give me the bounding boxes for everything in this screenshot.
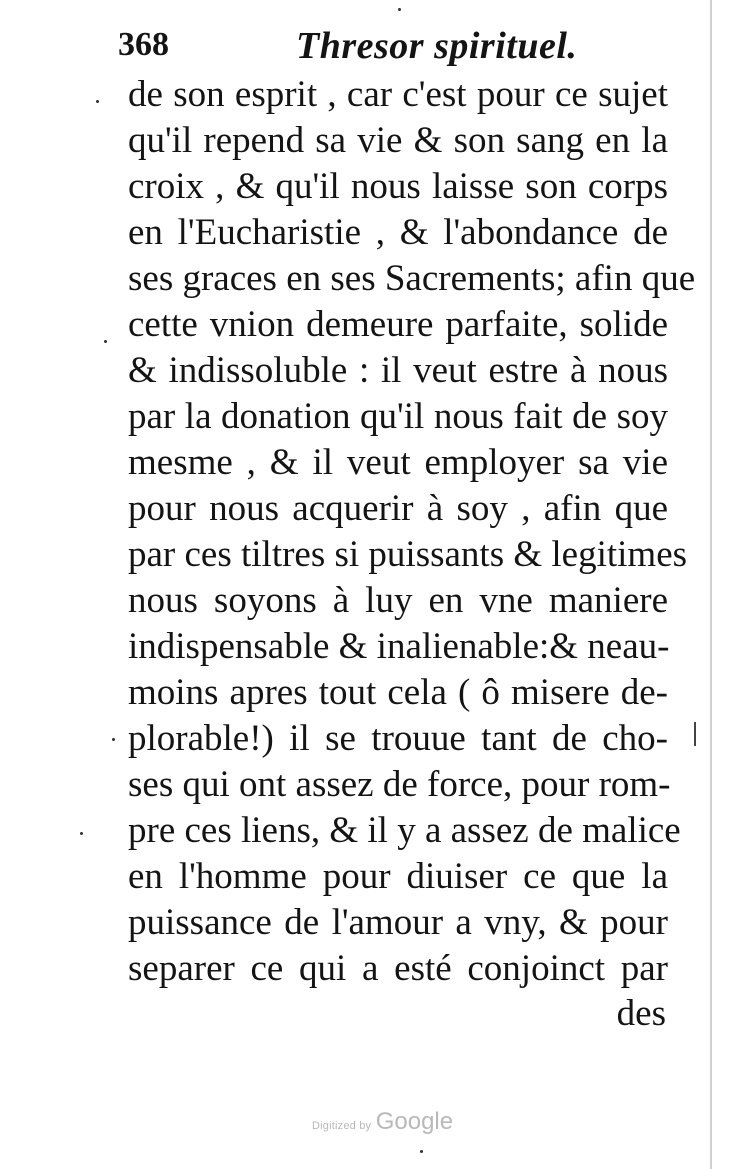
watermark-brand: Google [375, 1108, 454, 1135]
text-line: separer ce qui a esté conjoinct par [128, 948, 668, 989]
text-line: en l'homme pour diuiser ce que la [128, 856, 668, 897]
ink-speck [104, 340, 107, 343]
ink-speck [80, 832, 83, 835]
catchword: des [616, 993, 666, 1034]
text-line: & indissoluble : il veut estre à nous [128, 350, 668, 391]
text-line: par la donation qu'il nous fait de soy [128, 396, 668, 437]
body-text [128, 72, 696, 992]
page-header [0, 22, 732, 70]
text-line: croix , & qu'il nous laisse son corps [128, 166, 668, 207]
text-line: pre ces liens, & il y a assez de malice [128, 810, 681, 851]
margin-mark [694, 722, 696, 746]
text-line: plorable!) il se trouue tant de cho- [128, 718, 668, 759]
text-line: par ces tiltres si puissants & legitimes [128, 534, 688, 575]
text-line: ses qui ont assez de force, pour rom- [128, 764, 671, 805]
text-line: puissance de l'amour a vny, & pour [128, 902, 668, 943]
text-line: nous soyons à luy en vne maniere [128, 580, 668, 621]
page-edge-shadow [710, 0, 712, 1169]
ink-speck [112, 738, 115, 741]
text-line: indispensable & inalienable:& neau- [128, 626, 670, 667]
digitization-watermark [312, 1108, 453, 1136]
text-line: pour nous acquerir à soy , afin que [128, 488, 668, 529]
text-line: moins apres tout cela ( ô misere de- [128, 672, 668, 713]
text-line: de son esprit , car c'est pour ce sujet [128, 74, 668, 115]
ink-speck [420, 1150, 423, 1153]
text-line: mesme , & il veut employer sa vie [128, 442, 668, 483]
text-line: cette vnion demeure parfaite, solide [128, 304, 668, 345]
text-line: en l'Eucharistie , & l'abondance de [128, 212, 668, 253]
text-line: qu'il repend sa vie & son sang en la [128, 120, 668, 161]
watermark-prefix: Digitized by [312, 1120, 372, 1132]
ink-speck [96, 100, 99, 103]
page-number: 368 [118, 26, 169, 63]
ink-speck [398, 8, 401, 11]
text-line: ses graces en ses Sacrements; afin que [128, 258, 696, 299]
running-title: Thresor spirituel. [296, 25, 578, 67]
